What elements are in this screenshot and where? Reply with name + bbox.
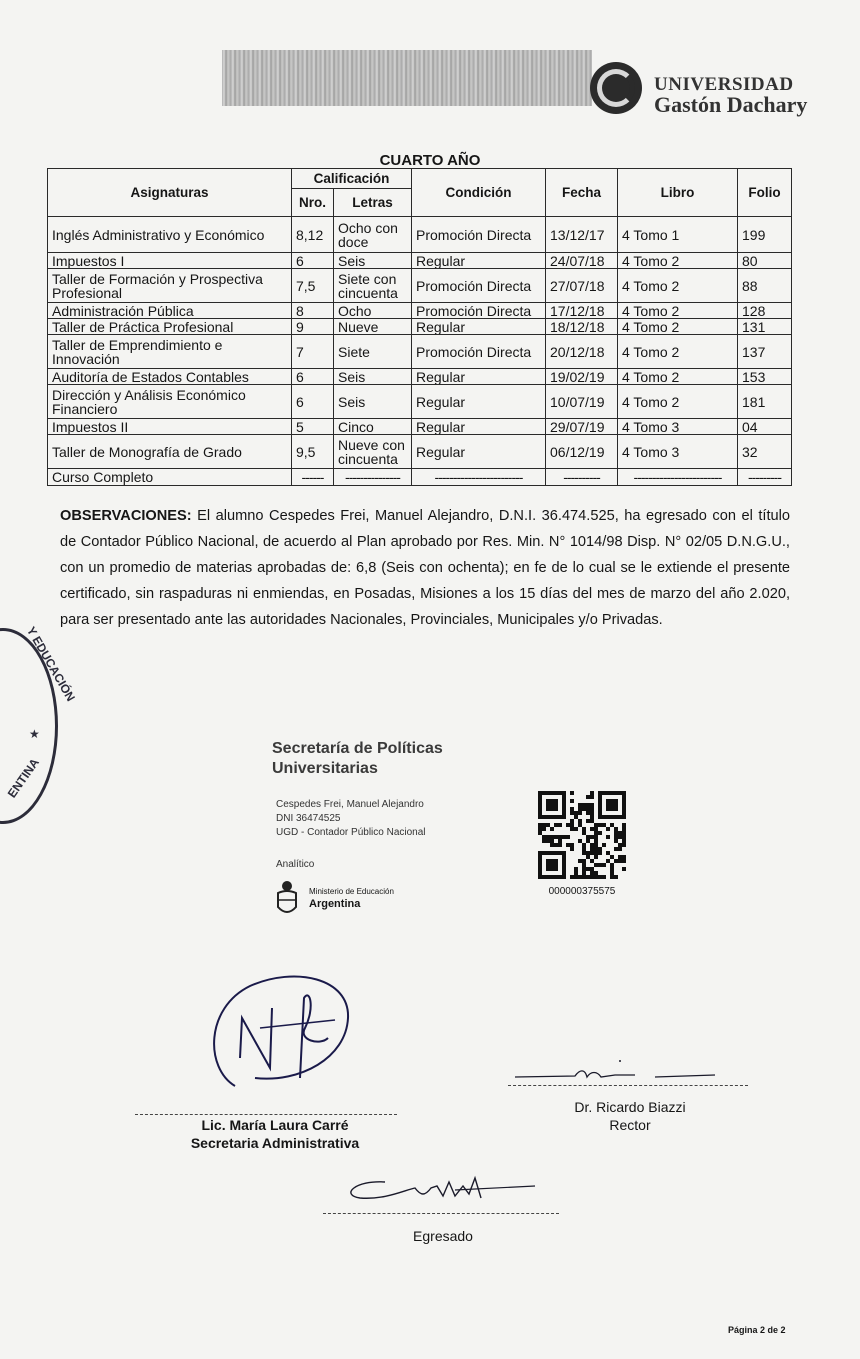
cell-asignatura: Auditoría de Estados Contables	[48, 369, 292, 385]
cell-nro: 9	[292, 319, 334, 335]
cell-condicion: Promoción Directa	[412, 269, 546, 303]
qr-code	[538, 791, 626, 879]
table-row	[48, 335, 792, 369]
signatory-left	[150, 1116, 400, 1152]
argentina-seal-icon	[276, 879, 298, 917]
table-row	[48, 469, 792, 486]
qr-number: 000000375575	[548, 886, 616, 897]
cell-letras: Ocho	[334, 303, 412, 319]
signatory-right-role: Rector	[609, 1117, 651, 1133]
cell-asignatura: Curso Completo	[48, 469, 292, 486]
header-condicion: Condición	[412, 169, 546, 217]
cell-asignatura: Taller de Monografía de Grado	[48, 435, 292, 469]
cell-nro: 5	[292, 419, 334, 435]
cell-fecha: 18/12/18	[546, 319, 618, 335]
signatory-left-role: Secretaria Administrativa	[190, 1135, 360, 1151]
signature-line-right	[508, 1085, 748, 1086]
header-fecha: Fecha	[546, 169, 618, 217]
cell-letras: Ocho con doce	[334, 217, 412, 253]
cell-nro: 6	[292, 253, 334, 269]
grades-table	[47, 168, 792, 486]
ministry-country: Argentina	[309, 898, 361, 910]
cell-letras: ---------------	[334, 469, 412, 486]
cell-condicion: Regular	[412, 435, 546, 469]
cell-nro: 8	[292, 303, 334, 319]
cell-asignatura: Taller de Formación y Prospectiva Profesional	[48, 269, 292, 303]
cell-folio: 88	[738, 269, 792, 303]
cell-fecha: 19/02/19	[546, 369, 618, 385]
stamp-star-icon: ★	[29, 727, 40, 741]
header-letras: Letras	[334, 189, 412, 217]
university-logo	[588, 60, 818, 122]
cell-fecha: 24/07/18	[546, 253, 618, 269]
cell-condicion: Promoción Directa	[412, 217, 546, 253]
cell-nro: 9,5	[292, 435, 334, 469]
cell-folio: 131	[738, 319, 792, 335]
cell-condicion: ------------------------	[412, 469, 546, 486]
cell-condicion: Promoción Directa	[412, 335, 546, 369]
header-calificacion: Calificación	[292, 169, 412, 189]
cell-folio: ---------	[738, 469, 792, 486]
cell-libro: 4 Tomo 2	[618, 319, 738, 335]
cell-asignatura: Dirección y Análisis Económico Financiero	[48, 385, 292, 419]
cell-letras: Seis	[334, 385, 412, 419]
cell-asignatura: Taller de Emprendimiento e Innovación	[48, 335, 292, 369]
cell-libro: 4 Tomo 2	[618, 385, 738, 419]
cell-letras: Siete	[334, 335, 412, 369]
cell-fecha: 13/12/17	[546, 217, 618, 253]
cell-libro: 4 Tomo 2	[618, 269, 738, 303]
cell-folio: 80	[738, 253, 792, 269]
cell-letras: Siete con cincuenta	[334, 269, 412, 303]
signatory-left-name: Lic. María Laura Carré	[201, 1117, 349, 1133]
university-logo-icon	[590, 62, 642, 114]
cell-condicion: Regular	[412, 253, 546, 269]
secretaria-title-line2: Universitarias	[272, 760, 378, 777]
cell-nro: 6	[292, 369, 334, 385]
table-row	[48, 253, 792, 269]
secretaria-title-line1: Secretaría de Políticas	[272, 740, 443, 757]
cell-libro: 4 Tomo 2	[618, 253, 738, 269]
cell-asignatura: Administración Pública	[48, 303, 292, 319]
observaciones-label: OBSERVACIONES:	[60, 508, 192, 524]
cell-nro: 8,12	[292, 217, 334, 253]
cell-libro: 4 Tomo 1	[618, 217, 738, 253]
cell-fecha: ----------	[546, 469, 618, 486]
ministry-name: Ministerio de Educación	[309, 887, 394, 896]
cell-condicion: Promoción Directa	[412, 303, 546, 319]
cell-fecha: 29/07/19	[546, 419, 618, 435]
cell-letras: Nueve con cincuenta	[334, 435, 412, 469]
cell-letras: Seis	[334, 369, 412, 385]
cell-folio: 153	[738, 369, 792, 385]
table-row	[48, 217, 792, 253]
page-number: Página 2 de 2	[728, 1325, 786, 1335]
signatory-right-name: Dr. Ricardo Biazzi	[574, 1099, 686, 1115]
header-libro: Libro	[618, 169, 738, 217]
cell-libro: 4 Tomo 2	[618, 369, 738, 385]
cell-asignatura: Impuestos II	[48, 419, 292, 435]
signatory-bottom-role: Egresado	[413, 1228, 473, 1244]
cell-fecha: 17/12/18	[546, 303, 618, 319]
table-row	[48, 419, 792, 435]
signature-bottom-icon	[335, 1160, 545, 1210]
signatory-right	[510, 1098, 750, 1134]
observaciones-paragraph	[60, 503, 790, 633]
cell-condicion: Regular	[412, 419, 546, 435]
cell-letras: Cinco	[334, 419, 412, 435]
cell-nro: 7,5	[292, 269, 334, 303]
signature-left-icon	[200, 968, 360, 1108]
cell-letras: Seis	[334, 253, 412, 269]
university-name-line1: UNIVERSIDAD	[654, 74, 794, 95]
cell-nro: 6	[292, 385, 334, 419]
cell-folio: 199	[738, 217, 792, 253]
cell-condicion: Regular	[412, 385, 546, 419]
student-dni: DNI 36474525	[276, 813, 341, 824]
cell-libro: 4 Tomo 3	[618, 419, 738, 435]
stamp-text-bottom: ENTINA	[4, 755, 42, 801]
document-type: Analítico	[276, 859, 315, 870]
stamp-text-top: Y EDUCACIÓN	[23, 624, 78, 704]
cell-folio: 181	[738, 385, 792, 419]
cell-fecha: 06/12/19	[546, 435, 618, 469]
observaciones-text: El alumno Cespedes Frei, Manuel Alejandro, D.N.I. 36.474.525, ha egresado con el título de Contador Público Nacional, de acuerdo al Plan aprobado por Res. Min. N° 1014/98 Disp. N° 02/05 D.N.G.U., con un promedio de materias aprobadas de: 6,8 (Seis con ochenta); en fe de lo cual se le extiende el presente certificado, sin raspaduras ni enmiendas, en Posadas, Misiones a los 15 días del mes de marzo del año 2.020, para ser presentado ante las autoridades Nacionales, Provinciales, Municipales y/o Privadas.	[60, 508, 790, 628]
header-folio: Folio	[738, 169, 792, 217]
university-name-line2: Gastón Dachary	[654, 92, 808, 117]
table-row	[48, 435, 792, 469]
table-row	[48, 303, 792, 319]
cell-fecha: 10/07/19	[546, 385, 618, 419]
table-row	[48, 319, 792, 335]
header-nro: Nro.	[292, 189, 334, 217]
cell-libro: 4 Tomo 2	[618, 303, 738, 319]
cell-libro: 4 Tomo 3	[618, 435, 738, 469]
official-stamp	[0, 624, 78, 824]
cell-libro: ------------------------	[618, 469, 738, 486]
signature-line-bottom	[323, 1213, 559, 1214]
cell-condicion: Regular	[412, 319, 546, 335]
signature-line-left	[135, 1114, 397, 1115]
cell-nro: ------	[292, 469, 334, 486]
table-row	[48, 369, 792, 385]
header-asignaturas: Asignaturas	[48, 169, 292, 217]
cell-folio: 04	[738, 419, 792, 435]
cell-asignatura: Inglés Administrativo y Económico	[48, 217, 292, 253]
header-scan-band	[222, 50, 592, 106]
cell-folio: 32	[738, 435, 792, 469]
cell-condicion: Regular	[412, 369, 546, 385]
cell-nro: 7	[292, 335, 334, 369]
cell-asignatura: Taller de Práctica Profesional	[48, 319, 292, 335]
cell-folio: 137	[738, 335, 792, 369]
signature-right-icon	[515, 1055, 715, 1085]
cell-folio: 128	[738, 303, 792, 319]
table-title: CUARTO AÑO	[379, 152, 481, 169]
student-degree: UGD - Contador Público Nacional	[276, 827, 426, 838]
cell-fecha: 20/12/18	[546, 335, 618, 369]
table-row	[48, 269, 792, 303]
cell-letras: Nueve	[334, 319, 412, 335]
cell-asignatura: Impuestos I	[48, 253, 292, 269]
cell-fecha: 27/07/18	[546, 269, 618, 303]
table-row	[48, 385, 792, 419]
student-name: Cespedes Frei, Manuel Alejandro	[276, 799, 424, 810]
secretaria-title	[272, 739, 443, 779]
cell-libro: 4 Tomo 2	[618, 335, 738, 369]
